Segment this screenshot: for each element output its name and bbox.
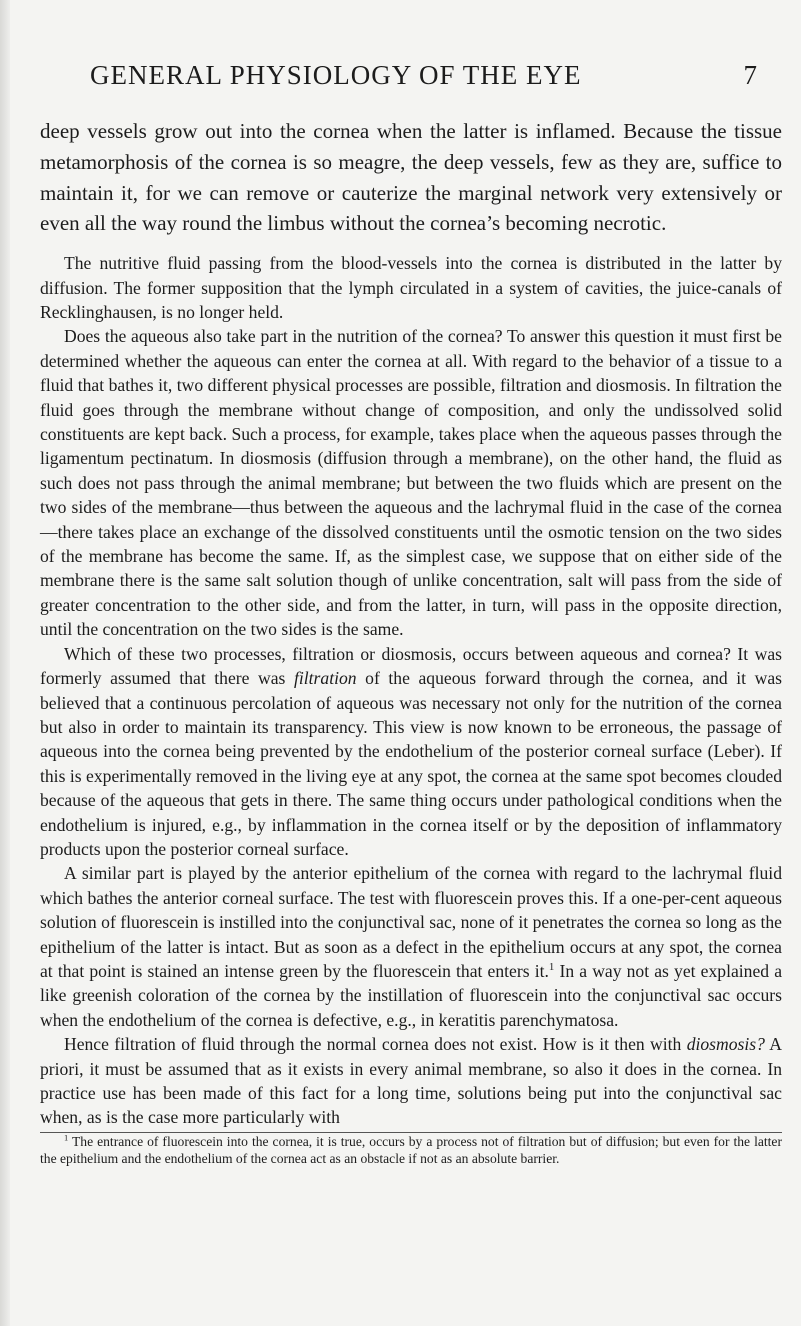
footnote	[40, 1133, 782, 1167]
paragraph-4-part-b: In a way not as yet explained a like greenish coloration of the cornea by the instillation of fluorescein into the conjunctival sac occurs when the endothelium of the cornea is defective, e.g., in keratitis parenchymatosa.	[40, 960, 782, 1030]
paragraph-4	[40, 861, 782, 1032]
running-head: GENERAL PHYSIOLOGY OF THE EYE	[90, 60, 582, 90]
footnote-marker: 1	[64, 1132, 69, 1143]
paragraph-4-part-a: A similar part is played by the anterior epithelium of the cornea with regard to the lachrymal fluid which bathes the anterior corneal surface. The test with fluorescein proves this. If a one-per-cent aqueous solution of fluorescein is instilled into the conjunctival sac, none of it penetrates the cornea so long as the epithelium of the latter is intact. But as soon as a defect in the epithelium occurs at any spot, the cornea at that point is stained an intense green by the fluorescein that enters it.	[40, 863, 782, 981]
paragraph-5-part-a: Hence filtration of fluid through the normal cornea does not exist. How is it then with	[64, 1034, 687, 1055]
paragraph-5-part-b: A priori, it must be assumed that as it exists in every animal membrane, so also it does in the cornea. In practice use has been made of this fact for a long time, solutions being put into the conjunctival sac when, as is the case more particularly with	[40, 1034, 782, 1128]
emphasis-diosmosis: diosmosis?	[686, 1034, 765, 1055]
body-text	[40, 251, 782, 1130]
book-page	[40, 60, 782, 1167]
paragraph-3-part-a: Which of these two processes, filtration or diosmosis, occurs between aqueous and cornea? It was formerly assumed that there was	[40, 643, 782, 689]
paragraph-2: Does the aqueous also take part in the nutrition of the cornea? To answer this question it must first be determined whether the aqueous can enter the cornea at all. With regard to the behavior of a tissue to a fluid that bathes it, two different physical processes are possible, filtration and diosmosis. In filtration the fluid goes through the membrane without change of composition, and only the undissolved solid constituents are kept back. Such a process, for example, takes place when the aqueous passes through the ligamentum pectinatum. In diosmosis (diffusion through a membrane), on the other hand, the fluid as such does not pass through the animal membrane; but between the two fluids which are present on the two sides of the membrane—thus between the aqueous and the lachrymal fluid in the case of the cornea—there takes place an exchange of the dissolved constituents until the osmotic tension on the two sides of the membrane has become the same. If, as the simplest case, we suppose that on either side of the membrane there is the same salt solution though of unlike concentration, salt will pass from the side of greater concentration to the other side, and from the latter, in turn, will pass in the opposite direction, until the concentration on the two sides is the same.	[40, 326, 782, 640]
page-number: 7	[743, 60, 758, 90]
page-gutter-shadow	[0, 0, 10, 1326]
paragraph-5	[40, 1032, 782, 1130]
footnote-text: The entrance of fluorescein into the cornea, it is true, occurs by a process not of filtration but of diffusion; but even for the latter the epithelium and the endothelium of the cornea act as an obstacle if not as an absolute barrier.	[40, 1133, 782, 1166]
paragraph-1: The nutritive fluid passing from the blood-vessels into the cornea is distributed in the latter by diffusion. The former supposition that the lymph circulated in a system of cavities, the juice-canals of Recklinghausen, is no longer held.	[40, 253, 782, 322]
paragraph-3	[40, 642, 782, 862]
emphasis-filtration: filtration	[294, 668, 357, 689]
page-header	[40, 60, 782, 100]
lead-paragraph: deep vessels grow out into the cornea when the latter is inflamed. Because the tissue metamorphosis of the cornea is so meagre, the deep vessels, few as they are, suffice to maintain it, for we can remove or cauterize the marginal network very extensively or even all the way round the limbus without the cornea’s becoming necrotic.	[40, 119, 782, 236]
paragraph-3-part-b: of the aqueous forward through the cornea, and it was believed that a continuous percolation of aqueous was necessary not only for the nutrition of the cornea but also in order to maintain its transparency. This view is now known to be erroneous, the passage of aqueous into the cornea being prevented by the endothelium of the posterior corneal surface (Leber). If this is experimentally removed in the living eye at any spot, the cornea at the same spot becomes clouded because of the aqueous that gets in there. The same thing occurs under pathological conditions when the endothelium is injured, e.g., by inflammation in the cornea itself or by the deposition of inflammatory products upon the posterior corneal surface.	[40, 668, 782, 859]
footnote-reference[interactable]: 1	[548, 961, 555, 974]
